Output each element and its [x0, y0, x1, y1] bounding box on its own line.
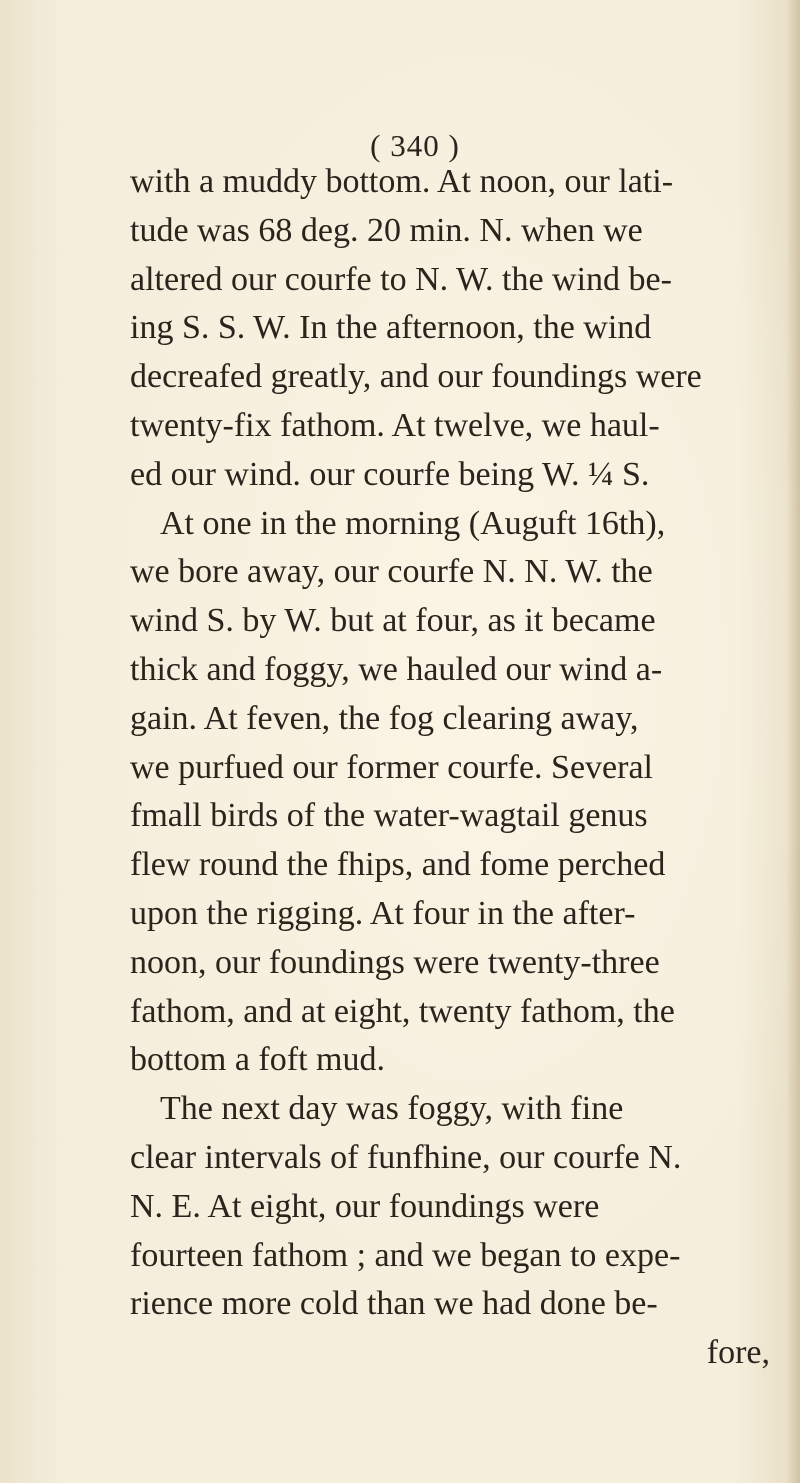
text-line: noon, our foundings were twenty-three	[130, 943, 660, 981]
text-line: ing S. S. W. In the afternoon, the wind	[130, 309, 652, 347]
text-line: with a muddy bottom. At noon, our lati-	[130, 163, 674, 200]
text-line: clear intervals of funfhine, our courfe N.	[130, 1138, 682, 1176]
text-line: gain. At feven, the fog clearing away,	[130, 699, 639, 737]
body-text	[130, 158, 770, 1378]
catchword: fore,	[706, 1334, 770, 1372]
text-line: we bore away, our courfe N. N. W. the	[130, 553, 653, 591]
paragraph-start-line: At one in the morning (Auguft 16th),	[160, 504, 666, 542]
text-line: decreafed greatly, and our foundings were	[130, 358, 702, 396]
text-line: upon the rigging. At four in the after-	[130, 894, 636, 932]
text-line: wind S. by W. but at four, as it became	[130, 602, 656, 640]
text-line: altered our courfe to N. W. the wind be-	[130, 260, 672, 298]
text-line: thick and foggy, we hauled our wind a-	[130, 650, 663, 688]
page-number: ( 340 )	[370, 128, 460, 163]
text-line: twenty-fix fathom. At twelve, we haul-	[130, 406, 660, 444]
text-line: tude was 68 deg. 20 min. N. when we	[130, 211, 643, 249]
text-line: ed our wind. our courfe being W. ¼ S.	[130, 455, 650, 493]
text-line: fourteen fathom ; and we began to expe-	[130, 1236, 681, 1274]
paragraph-start-line: The next day was foggy, with fine	[160, 1090, 624, 1128]
text-line: flew round the fhips, and fome perched	[130, 846, 666, 884]
page-edge-shadow	[786, 0, 800, 1483]
text-line: N. E. At eight, our foundings were	[130, 1187, 600, 1225]
text-line: fathom, and at eight, twenty fathom, the	[130, 992, 675, 1030]
text-line: fmall birds of the water-wagtail genus	[130, 797, 648, 835]
text-line: we purfued our former courfe. Several	[130, 748, 653, 786]
text-line: rience more cold than we had done be-	[130, 1285, 658, 1323]
text-line: bottom a foft mud.	[130, 1041, 385, 1079]
